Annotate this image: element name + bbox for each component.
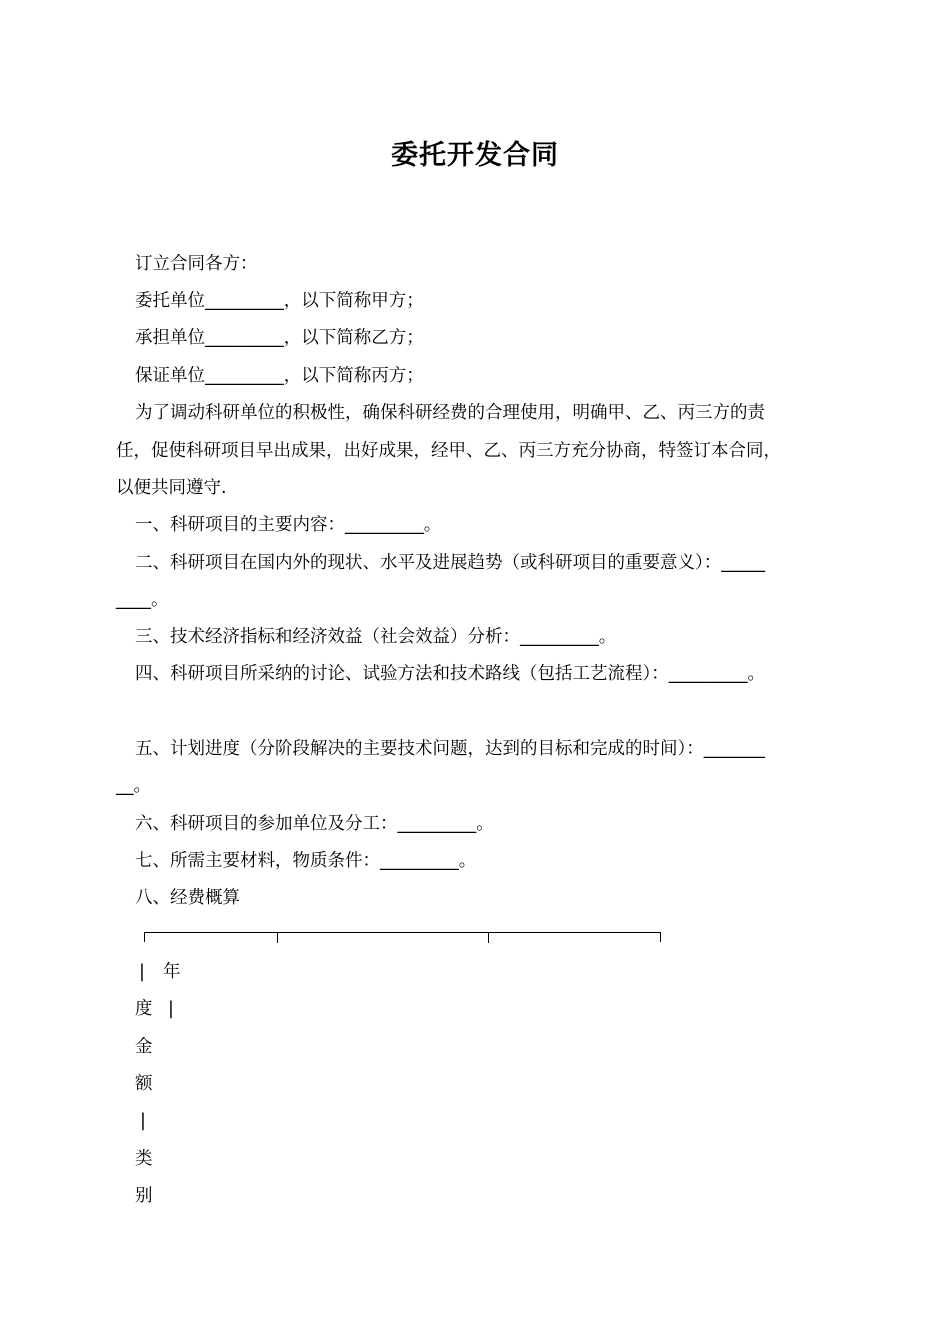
table-bar: |: [139, 962, 145, 982]
clause-3: 三、技术经济指标和经济效益（社会效益）分析：_________。: [135, 627, 617, 647]
clause-5-line-1: 五、计划进度（分阶段解决的主要技术问题，达到的目标和完成的时间）：_______: [135, 739, 765, 759]
clause-2-line-1: 二、科研项目在国内外的现状、水平及进展趋势（或科研项目的重要意义）：_____: [135, 553, 765, 573]
clause-8: 八、经费概算: [135, 888, 240, 908]
clause-5-line-2: __。: [116, 776, 151, 796]
table-label-degree: 度: [135, 999, 153, 1019]
table-column-divider: [277, 933, 278, 943]
table-label-category: 别: [135, 1186, 153, 1206]
document-title: 委托开发合同: [391, 140, 559, 171]
party-b-line: 承担单位_________，以下简称乙方；: [135, 328, 424, 348]
table-label-amount: 金: [135, 1037, 153, 1057]
table-column-divider: [488, 933, 489, 943]
table-label-amount: 额: [135, 1074, 153, 1094]
clause-4: 四、科研项目所采纳的讨论、试验方法和技术路线（包括工艺流程）：_________。: [135, 664, 765, 684]
table-bar: |: [168, 999, 174, 1019]
table-label-year: 年: [163, 962, 181, 982]
clause-2-line-2: ____。: [116, 590, 169, 610]
clause-6: 六、科研项目的参加单位及分工：_________。: [135, 814, 494, 834]
table-label-category: 类: [135, 1149, 153, 1169]
party-c-line: 保证单位_________，以下简称丙方；: [135, 366, 424, 386]
parties-intro: 订立合同各方：: [135, 254, 258, 274]
purpose-line-3: 以便共同遵守.: [116, 478, 227, 498]
clause-1: 一、科研项目的主要内容：_________。: [135, 515, 442, 535]
budget-table-top-border: [144, 932, 661, 942]
purpose-line-2: 任，促使科研项目早出成果，出好成果，经甲、乙、丙三方充分协商，特签订本合同，: [116, 441, 781, 461]
table-bar: |: [140, 1111, 146, 1131]
purpose-line-1: 为了调动科研单位的积极性，确保科研经费的合理使用，明确甲、乙、丙三方的责: [135, 403, 765, 423]
clause-7: 七、所需主要材料，物质条件：_________。: [135, 851, 477, 871]
party-a-line: 委托单位_________，以下简称甲方；: [135, 291, 424, 311]
